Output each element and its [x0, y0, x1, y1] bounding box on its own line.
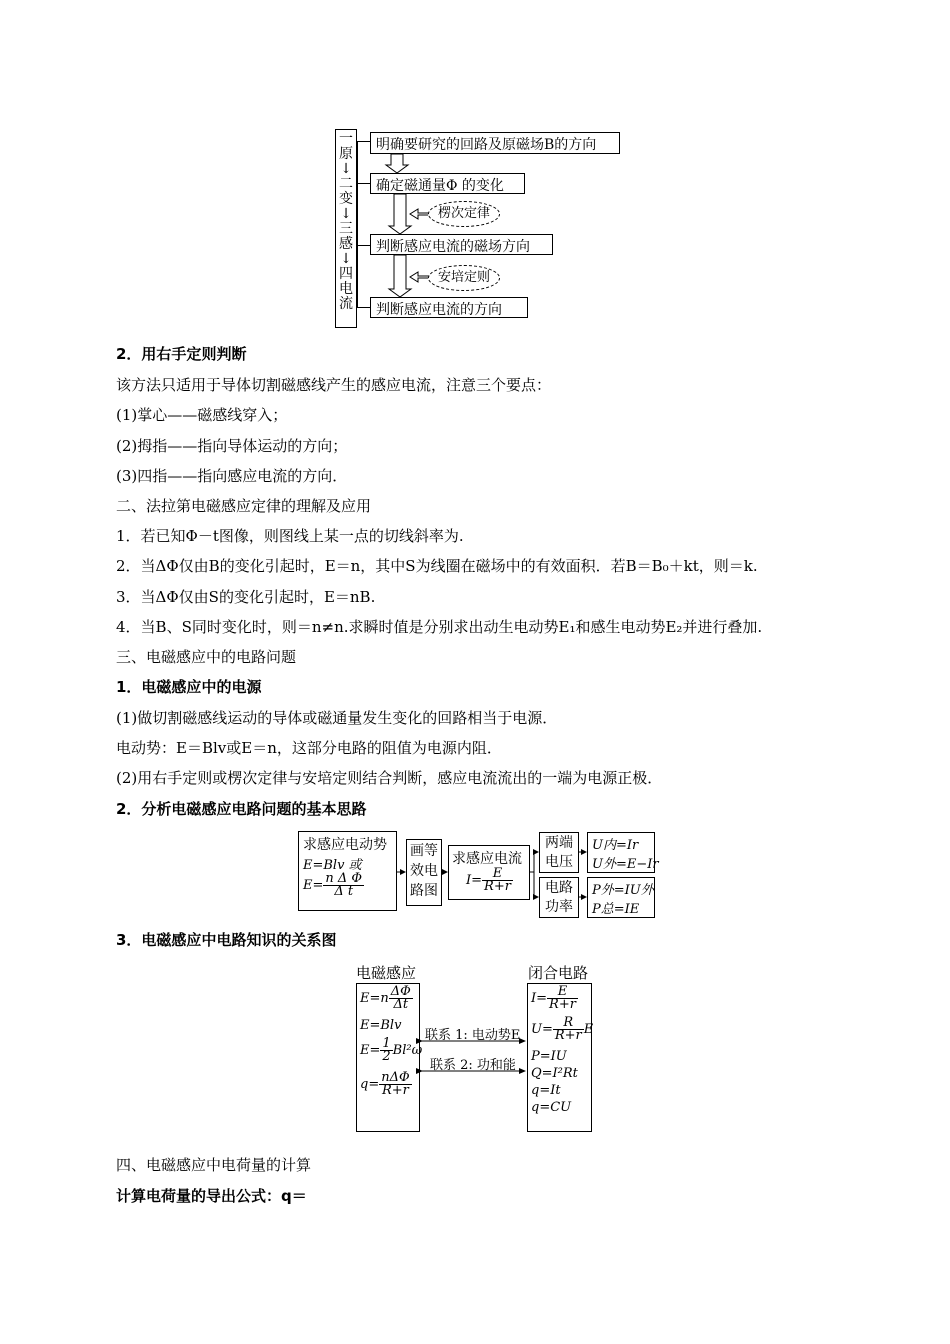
text-line: 电动势：E＝Blv或E＝n，这部分电路的阻值为电源内阻．: [116, 739, 502, 757]
ampere-rule-ellipse: 安培定则: [428, 265, 500, 291]
em-formula-4-num: nΔΦ: [381, 1070, 410, 1085]
step-box-4: 判断感应电流的方向: [370, 297, 528, 318]
cc-formula-1-den: R+r: [549, 997, 576, 1012]
cc-formula-5: q=It: [531, 1083, 561, 1098]
subheading-approach: 2．分析电磁感应电路问题的基本思路: [116, 800, 367, 818]
section-heading-faraday: 二、法拉第电磁感应定律的理解及应用: [116, 497, 372, 515]
equivalent-circuit-box: 画等效电路图: [406, 839, 442, 906]
em-formula-1-prefix: E=n: [360, 991, 389, 1006]
emf-line2-prefix: E=: [303, 878, 324, 893]
circuit-power-box: 电路功率: [539, 877, 579, 918]
text-line: 1．若已知Φ－t图像，则图线上某一点的切线斜率为.: [116, 527, 464, 545]
cc-formula-2-prefix: U=: [531, 1022, 553, 1037]
link-2-label: 联系 2: 功和能: [430, 1058, 516, 1073]
em-formula-4-den: R+r: [381, 1083, 409, 1098]
cc-formula-1-num: E: [547, 986, 578, 999]
cc-formula-4: Q=I²Rt: [531, 1066, 578, 1081]
text-line: (1)掌心——磁感线穿入；: [116, 406, 288, 424]
em-formula-2: E=Blv: [360, 1018, 402, 1033]
em-formula-3-den: 2: [382, 1049, 391, 1064]
lenz-law-ellipse: 楞次定律: [428, 201, 500, 227]
em-formula-4-prefix: q=: [360, 1077, 380, 1092]
side-steps-text: 一 原 ↓ 二 变 ↓ 三 感 ↓ 四 电 流: [339, 131, 353, 312]
cc-formula-6: q=CU: [531, 1100, 572, 1115]
cc-formula-2-num: R: [553, 1017, 584, 1030]
step-box-3: 判断感应电流的磁场方向: [370, 234, 553, 255]
em-formula-3-num: 1: [382, 1036, 391, 1051]
em-formula-3-suffix: Bl²ω: [392, 1043, 423, 1058]
cc-formula-1-prefix: I=: [531, 991, 548, 1006]
terminal-voltage-box: 两端电压: [539, 832, 579, 873]
emf-title: 求感应电动势: [303, 837, 387, 853]
emf-line1: E=Blv 或: [303, 858, 362, 873]
right-title: 闭合电路: [528, 964, 589, 982]
text-line: (2)用右手定则或楞次定律与安培定则结合判断，感应电流流出的一端为电源正极．: [116, 769, 663, 787]
emf-fraction-den: Δ t: [334, 884, 354, 899]
cc-formula-2-suffix: E: [583, 1022, 594, 1037]
em-formula-1-den: Δt: [393, 997, 409, 1012]
charge-formula-line: 计算电荷量的导出公式：q＝: [116, 1187, 307, 1205]
cc-formula-3: P=IU: [531, 1049, 567, 1064]
section-heading-charge: 四、电磁感应中电荷量的计算: [116, 1156, 312, 1174]
text-line: 3．当ΔΦ仅由S的变化引起时，E＝nB.: [116, 588, 376, 606]
text-line: 该方法只适用于导体切割磁感线产生的感应电流，注意三个要点：: [116, 376, 552, 394]
cc-formula-2-den: R+r: [554, 1028, 582, 1043]
section-heading-circuit: 三、电磁感应中的电路问题: [116, 648, 297, 666]
subheading-relation-diagram: 3．电磁感应中电路知识的关系图: [116, 931, 337, 949]
u-external: U外=E−Ir: [592, 857, 659, 872]
link-1-label: 联系 1: 电动势E: [425, 1028, 521, 1043]
text-line: (1)做切割磁感线运动的导体或磁通量发生变化的回路相当于电源．: [116, 709, 558, 727]
u-internal: U内=Ir: [592, 838, 639, 853]
current-formula-prefix: I=: [466, 873, 483, 888]
step-box-1: 明确要研究的回路及原磁场B的方向: [370, 132, 620, 154]
text-line: (2)拇指——指向导体运动的方向；: [116, 437, 348, 455]
text-line: (3)四指——指向感应电流的方向．: [116, 467, 348, 485]
em-formula-1-num: ΔΦ: [390, 984, 411, 999]
left-title: 电磁感应: [356, 964, 417, 982]
subheading-power-source: 1．电磁感应中的电源: [116, 678, 262, 696]
current-fraction-num: E: [482, 868, 513, 881]
text-line: 4．当B、S同时变化时，则＝n≠n.求瞬时值是分别求出动生电动势E₁和感生电动势E₂并进行叠加.: [116, 618, 763, 636]
heading-right-hand-rule: 2．用右手定则判断: [116, 345, 247, 363]
text-line: 2．当ΔΦ仅由B的变化引起时，E＝n，其中S为线圈在磁场中的有效面积．若B＝B₀＋kt，则＝k.: [116, 557, 758, 575]
current-fraction-den: R+r: [484, 879, 511, 894]
emf-fraction-num: n Δ Φ: [325, 871, 363, 886]
current-title: 求感应电流: [452, 851, 522, 867]
p-total: P总=IE: [592, 902, 640, 917]
step-box-2: 确定磁通量Φ 的变化: [370, 173, 525, 194]
p-external: P外=IU外: [592, 883, 654, 898]
em-formula-3-prefix: E=: [360, 1043, 381, 1058]
